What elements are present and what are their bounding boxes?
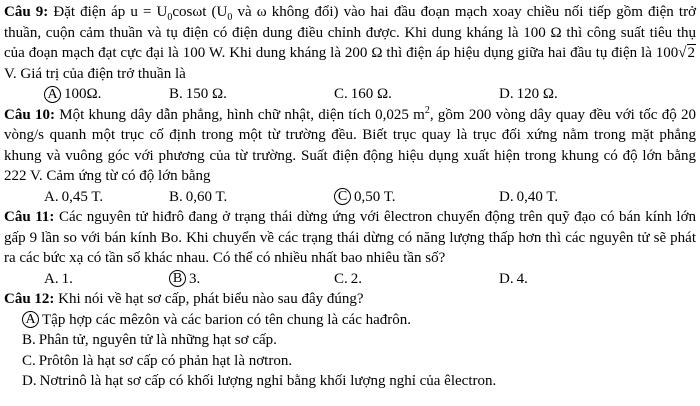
q11-option-c[interactable]: C. 2. xyxy=(334,270,363,287)
question-9-number: Câu 9: xyxy=(4,4,49,20)
q9-option-c[interactable]: C. 160 Ω. xyxy=(334,86,392,102)
question-12 xyxy=(4,289,696,392)
circled-answer-mark: A xyxy=(44,86,61,103)
question-9 xyxy=(4,2,696,105)
question-11-options xyxy=(4,269,694,290)
question-11-number: Câu 11: xyxy=(4,209,55,225)
q12-option-d[interactable]: D. Nơtrinô là hạt sơ cấp có khối lượng nghỉ bằng khối lượng nghỉ của êlectron. xyxy=(22,373,497,389)
question-11-stem: Câu 11: Các nguyên tử hiđrô đang ở trạng thái dừng ứng với êlectron chuyển động trên quỹ đạo có bán kính lớn gấp 9 lần so với bán kính Bo. Khi chuyển về các trạng thái dừng có năng lượng thấp hơn thì các nguyên tử sẽ phát ra các bức xạ có tần số khác nhau. Có thể có nhiều nhất bao nhiêu tần số? xyxy=(4,209,697,266)
circled-answer-mark: C xyxy=(334,188,351,205)
q11-option-b[interactable]: B 3. xyxy=(169,269,334,290)
question-10-number: Câu 10: xyxy=(4,106,55,123)
voltage-value: 100√2 xyxy=(655,45,695,61)
question-10 xyxy=(4,105,696,208)
q10-option-a[interactable]: A. 0,45 T. xyxy=(44,188,104,205)
question-12-number: Câu 12: xyxy=(4,291,55,307)
q11-option-a[interactable]: A. 1. xyxy=(44,270,73,287)
q10-option-d[interactable]: D. 0,40 T. xyxy=(499,188,559,205)
q9-option-d[interactable]: D. 120 Ω. xyxy=(499,86,558,102)
question-9-stem: Câu 9: Đặt điện áp $u = U_0\cos\omega t$ ($U_0$ và ω không đổi) vào hai đầu đoạn mạch xoay chiều nối tiếp gồm điện trở thuần, cuộn cảm thuần và tụ điện có điện dung điều chỉnh được. Khi dung kháng là 100 Ω thì công suất tiêu thụ của đoạn mạch đạt cực đại là 100 W. Khi dung kháng là 200 Ω thì điện áp hiệu dụng giữa hai đầu tụ điện là 100√2 V. Giá trị của điện trở thuần là xyxy=(4,4,696,82)
q11-option-d[interactable]: D. 4. xyxy=(499,270,528,287)
q9-option-a[interactable]: A 100Ω. xyxy=(4,84,169,105)
q12-option-c[interactable]: C. Prôtôn là hạt sơ cấp có phản hạt là nơtron. xyxy=(22,352,293,369)
question-10-options xyxy=(4,187,694,208)
q12-option-b[interactable]: B. Phân tử, nguyên tử là những hạt sơ cấp. xyxy=(22,332,277,348)
question-10-stem: Câu 10: Một khung dây dẫn phẳng, hình chữ nhật, diện tích 0,025 $m^2$, gồm 200 vòng dây quay đều với tốc độ 20 vòng/s quanh một trục cố định trong một từ trường đều. Biết trục quay là trục đối xứng nằm trong mặt phẳng khung và vuông góc với phương của từ trường. Suất điện động hiệu dụng xuất hiện trong khung có độ lớn bằng 222 V. Cảm ứng từ có độ lớn bằng xyxy=(4,104,697,184)
q9-option-b[interactable]: B. 150 Ω. xyxy=(169,86,227,102)
question-12-stem: Câu 12: Khi nói về hạt sơ cấp, phát biểu nào sau đây đúng? xyxy=(4,291,364,307)
q10-option-c[interactable]: C 0,50 T. xyxy=(334,187,499,208)
circled-answer-mark: A xyxy=(22,311,39,328)
q10-option-b[interactable]: B. 0,60 T. xyxy=(169,188,228,205)
question-11 xyxy=(4,207,696,289)
question-9-options xyxy=(4,84,694,105)
circled-answer-mark: B xyxy=(169,270,186,287)
q12-option-a[interactable]: A Tập hợp các mêzôn và các barion có tên chung là các hađrôn. xyxy=(4,310,696,331)
